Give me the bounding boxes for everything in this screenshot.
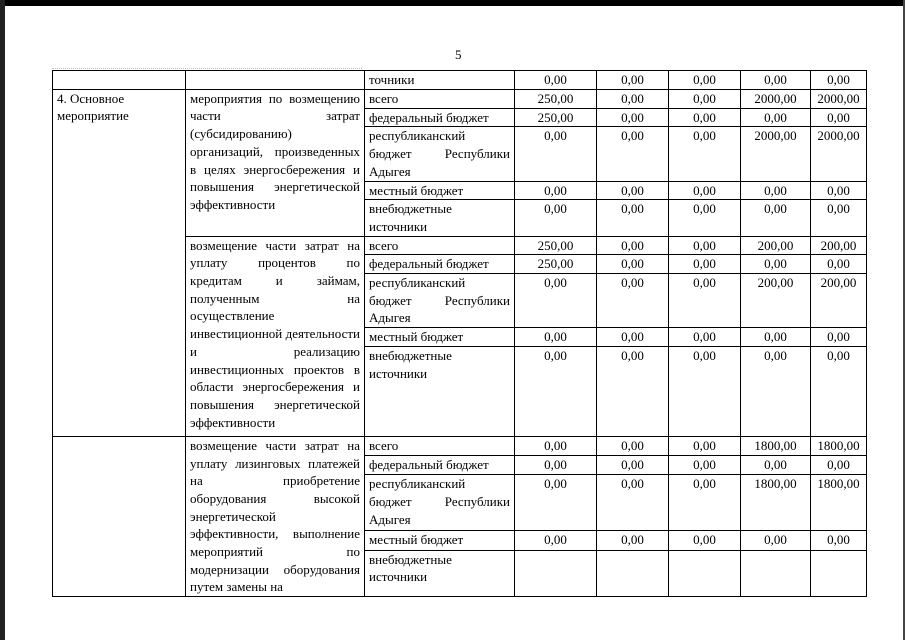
- scan-left-edge: [0, 0, 5, 640]
- value-cell: 0,00: [669, 255, 741, 274]
- value-cell: 250,00: [515, 108, 597, 127]
- event-cell: [53, 71, 186, 90]
- value-cell: 250,00: [515, 255, 597, 274]
- value-cell: 0,00: [597, 436, 669, 455]
- source-cell: республиканский бюджет Республики Адыгея: [365, 274, 515, 328]
- source-cell: точники: [365, 71, 515, 90]
- source-cell: местный бюджет: [365, 328, 515, 347]
- value-cell: 0,00: [741, 531, 811, 550]
- value-cell: 0,00: [811, 328, 867, 347]
- value-cell: 250,00: [515, 89, 597, 108]
- source-cell: внебюджетные источники: [365, 346, 515, 436]
- value-cell: [597, 550, 669, 597]
- value-cell: 0,00: [669, 274, 741, 328]
- value-cell: 0,00: [669, 236, 741, 255]
- value-cell: 1800,00: [811, 436, 867, 455]
- value-cell: 0,00: [669, 531, 741, 550]
- table-row: [53, 71, 867, 90]
- value-cell: 0,00: [741, 346, 811, 436]
- value-cell: [669, 550, 741, 597]
- value-cell: 0,00: [597, 89, 669, 108]
- source-cell: внебюджетные источники: [365, 200, 515, 236]
- value-cell: 0,00: [515, 274, 597, 328]
- source-cell: республиканский бюджет Республики Адыгея: [365, 127, 515, 181]
- value-cell: 0,00: [597, 108, 669, 127]
- value-cell: 0,00: [669, 475, 741, 531]
- value-cell: 0,00: [597, 456, 669, 475]
- value-cell: 0,00: [597, 200, 669, 236]
- value-cell: 200,00: [741, 236, 811, 255]
- value-cell: 0,00: [811, 255, 867, 274]
- value-cell: 0,00: [669, 456, 741, 475]
- source-cell: федеральный бюджет: [365, 456, 515, 475]
- source-cell: местный бюджет: [365, 531, 515, 550]
- value-cell: 0,00: [741, 456, 811, 475]
- value-cell: 1800,00: [811, 475, 867, 531]
- description-cell: [186, 71, 365, 90]
- value-cell: 1800,00: [741, 475, 811, 531]
- source-cell: местный бюджет: [365, 181, 515, 200]
- value-cell: 0,00: [669, 71, 741, 90]
- value-cell: [741, 550, 811, 597]
- description-cell: возмещение части затрат на уплату процентов по кредитам и займам, полученным на осуществление инвестиционной деятельности и реализацию инвестиционных проектов в области энергосбережения и повышения энергетической эффективности: [186, 236, 365, 436]
- value-cell: 0,00: [741, 328, 811, 347]
- value-cell: 0,00: [597, 328, 669, 347]
- value-cell: 0,00: [811, 71, 867, 90]
- scan-top-edge: [0, 0, 905, 6]
- value-cell: 0,00: [597, 127, 669, 181]
- value-cell: 0,00: [669, 328, 741, 347]
- value-cell: 0,00: [597, 71, 669, 90]
- value-cell: 0,00: [811, 456, 867, 475]
- value-cell: 0,00: [597, 274, 669, 328]
- value-cell: 200,00: [811, 274, 867, 328]
- value-cell: 2000,00: [741, 89, 811, 108]
- description-cell: мероприятия по возмещению части затрат (субсидированию) организаций, произведенных в целях энергосбережения и повышения энергетической эффективности: [186, 89, 365, 236]
- description-cell: возмещение части затрат на уплату лизинговых платежей на приобретение оборудования высокой энергетической эффективности, выполнение мероприятий по модернизации оборудования путем замены на: [186, 436, 365, 596]
- value-cell: 0,00: [811, 531, 867, 550]
- value-cell: 0,00: [811, 181, 867, 200]
- source-cell: федеральный бюджет: [365, 108, 515, 127]
- value-cell: 0,00: [669, 89, 741, 108]
- value-cell: 2000,00: [811, 127, 867, 181]
- value-cell: 0,00: [741, 71, 811, 90]
- value-cell: [515, 550, 597, 597]
- value-cell: 0,00: [597, 181, 669, 200]
- value-cell: 0,00: [811, 108, 867, 127]
- value-cell: 0,00: [669, 200, 741, 236]
- source-cell: всего: [365, 89, 515, 108]
- value-cell: 0,00: [669, 108, 741, 127]
- value-cell: 0,00: [741, 200, 811, 236]
- value-cell: 0,00: [741, 181, 811, 200]
- budget-table: [52, 70, 867, 597]
- value-cell: 0,00: [741, 255, 811, 274]
- page-number: 5: [455, 47, 462, 62]
- value-cell: 0,00: [515, 346, 597, 436]
- value-cell: 2000,00: [811, 89, 867, 108]
- value-cell: 0,00: [811, 346, 867, 436]
- value-cell: 0,00: [515, 71, 597, 90]
- value-cell: 0,00: [515, 456, 597, 475]
- value-cell: 0,00: [597, 475, 669, 531]
- source-cell: республиканский бюджет Республики Адыгея: [365, 475, 515, 531]
- value-cell: 200,00: [741, 274, 811, 328]
- value-cell: 0,00: [811, 200, 867, 236]
- source-cell: внебюджетные источники: [365, 550, 515, 597]
- value-cell: 0,00: [669, 127, 741, 181]
- main-event-cell: 4. Основное мероприятие: [53, 89, 186, 436]
- value-cell: [811, 550, 867, 597]
- value-cell: 0,00: [597, 346, 669, 436]
- value-cell: 0,00: [669, 436, 741, 455]
- value-cell: 0,00: [515, 531, 597, 550]
- value-cell: 0,00: [669, 346, 741, 436]
- source-cell: всего: [365, 236, 515, 255]
- value-cell: 0,00: [515, 436, 597, 455]
- table-row: [53, 436, 867, 455]
- event-cell: [53, 436, 186, 596]
- source-cell: всего: [365, 436, 515, 455]
- value-cell: 0,00: [669, 181, 741, 200]
- table-row: [53, 89, 867, 108]
- value-cell: 1800,00: [741, 436, 811, 455]
- value-cell: 0,00: [515, 475, 597, 531]
- value-cell: 0,00: [515, 328, 597, 347]
- value-cell: 0,00: [597, 255, 669, 274]
- value-cell: 0,00: [597, 236, 669, 255]
- value-cell: 0,00: [741, 108, 811, 127]
- source-cell: федеральный бюджет: [365, 255, 515, 274]
- value-cell: 0,00: [515, 127, 597, 181]
- value-cell: 0,00: [515, 200, 597, 236]
- value-cell: 0,00: [597, 531, 669, 550]
- value-cell: 250,00: [515, 236, 597, 255]
- value-cell: 200,00: [811, 236, 867, 255]
- value-cell: 2000,00: [741, 127, 811, 181]
- value-cell: 0,00: [515, 181, 597, 200]
